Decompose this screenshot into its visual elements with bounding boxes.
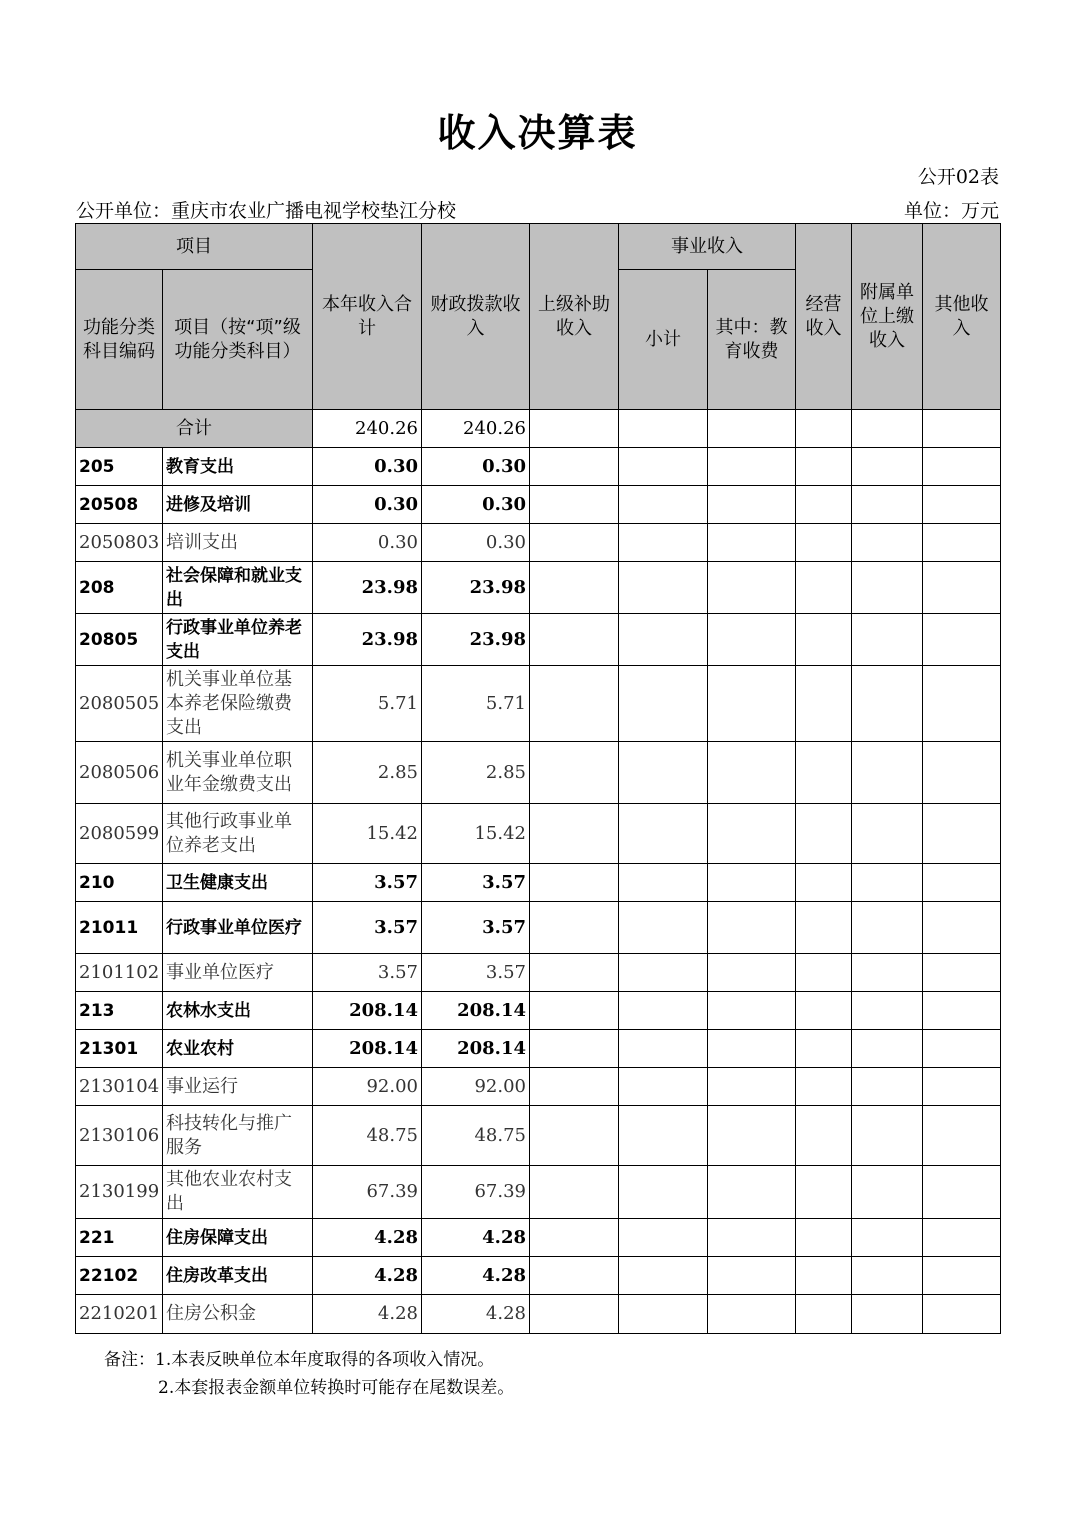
cell-empty: [708, 486, 796, 524]
cell-empty: [708, 448, 796, 486]
cell-empty: [852, 562, 923, 614]
cell-name: 住房公积金: [163, 1295, 313, 1334]
cell-empty: [530, 902, 619, 954]
cell-fiscal: 5.71: [422, 666, 530, 742]
cell-empty: [530, 524, 619, 562]
cell-empty: [852, 954, 923, 992]
table-row: [76, 992, 1001, 1030]
cell-empty: [923, 524, 1001, 562]
cell-fiscal: 0.30: [422, 448, 530, 486]
cell-empty: [796, 666, 852, 742]
table-row: [76, 486, 1001, 524]
cell-empty: [619, 864, 708, 902]
cell-empty: [796, 562, 852, 614]
cell-empty: [852, 1219, 923, 1257]
cell-empty: [852, 1068, 923, 1106]
cell-empty: [530, 804, 619, 864]
cell-total: 208.14: [313, 992, 422, 1030]
cell-name: 培训支出: [163, 524, 313, 562]
cell-total: 48.75: [313, 1106, 422, 1166]
cell-empty: [796, 1166, 852, 1219]
cell-empty: [796, 864, 852, 902]
cell-empty: [530, 448, 619, 486]
cell-empty: [923, 486, 1001, 524]
cell-empty: [619, 1068, 708, 1106]
table-row: [76, 902, 1001, 954]
cell-code: 213: [76, 992, 163, 1030]
cell-empty: [708, 562, 796, 614]
table-row: [76, 1166, 1001, 1219]
cell-empty: [796, 902, 852, 954]
publishing-unit: 公开单位：重庆市农业广播电视学校垫江分校: [76, 200, 457, 222]
cell-empty: [852, 448, 923, 486]
cell-empty: [530, 562, 619, 614]
cell-empty: [852, 864, 923, 902]
cell-empty: [923, 448, 1001, 486]
cell-empty: [619, 1295, 708, 1334]
table-row: [76, 1030, 1001, 1068]
cell-empty: [619, 1106, 708, 1166]
report-title: 收入决算表: [437, 111, 638, 155]
cell-empty: [619, 804, 708, 864]
cell-name: 住房保障支出: [163, 1219, 313, 1257]
cell-total: 0.30: [313, 524, 422, 562]
cell-empty: [923, 804, 1001, 864]
cell-empty: [852, 1257, 923, 1295]
cell-code: 205: [76, 448, 163, 486]
cell-name: 农业农村: [163, 1030, 313, 1068]
table-row: [76, 1257, 1001, 1295]
cell-empty: [852, 1166, 923, 1219]
cell-fiscal: 4.28: [422, 1257, 530, 1295]
cell-empty: [923, 1030, 1001, 1068]
cell-empty: [708, 954, 796, 992]
cell-empty: [852, 992, 923, 1030]
cell-empty: [530, 614, 619, 666]
cell-empty: [923, 992, 1001, 1030]
cell-empty: [796, 954, 852, 992]
cell-empty: [923, 1068, 1001, 1106]
cell-empty: [852, 1106, 923, 1166]
header-fiscal: 财政拨款收入: [422, 224, 530, 410]
cell-name: 事业单位医疗: [163, 954, 313, 992]
cell-code: 21301: [76, 1030, 163, 1068]
header-affiliated: 附属单位上缴收入: [852, 224, 923, 410]
cell-fiscal: 2.85: [422, 742, 530, 804]
cell-empty: [530, 1106, 619, 1166]
cell-name: 教育支出: [163, 448, 313, 486]
cell-empty: [852, 902, 923, 954]
cell-fiscal: 3.57: [422, 954, 530, 992]
cell-empty: [923, 954, 1001, 992]
header-code: 功能分类科目编码: [76, 270, 163, 410]
header-total: 本年收入合计: [313, 224, 422, 410]
cell-empty: [530, 1030, 619, 1068]
cell-empty: [619, 562, 708, 614]
cell-empty: [530, 864, 619, 902]
cell-total: 23.98: [313, 614, 422, 666]
cell-total: 23.98: [313, 562, 422, 614]
cell-empty: [708, 1166, 796, 1219]
cell-code: 2050803: [76, 524, 163, 562]
cell-total: 4.28: [313, 1295, 422, 1334]
table-row: [76, 954, 1001, 992]
cell-fiscal: 208.14: [422, 992, 530, 1030]
cell-code: 2080599: [76, 804, 163, 864]
cell-empty: [619, 902, 708, 954]
cell-code: 2130104: [76, 1068, 163, 1106]
cell-empty: [852, 804, 923, 864]
table-row: [76, 1068, 1001, 1106]
cell-empty: [796, 1068, 852, 1106]
cell-empty: [708, 992, 796, 1030]
cell-name: 机关事业单位职业年金缴费支出: [163, 742, 313, 804]
cell-empty: [923, 1166, 1001, 1219]
cell-fiscal: 15.42: [422, 804, 530, 864]
header-subtotal: 小计: [619, 270, 708, 410]
cell-empty: [530, 1166, 619, 1219]
cell-empty: [852, 486, 923, 524]
cell-name: 其他农业农村支出: [163, 1166, 313, 1219]
cell-empty: [796, 524, 852, 562]
cell-empty: [708, 1295, 796, 1334]
cell-empty: [708, 1030, 796, 1068]
cell-name: 行政事业单位养老支出: [163, 614, 313, 666]
cell-empty: [530, 992, 619, 1030]
table-row: [76, 1219, 1001, 1257]
cell-fiscal: 4.28: [422, 1219, 530, 1257]
cell-code: 221: [76, 1219, 163, 1257]
cell-total: 0.30: [313, 448, 422, 486]
cell-code: 21011: [76, 902, 163, 954]
cell-fiscal: 4.28: [422, 1295, 530, 1334]
cell-total: 4.28: [313, 1219, 422, 1257]
cell-total: 208.14: [313, 1030, 422, 1068]
table-row: [76, 614, 1001, 666]
cell-total: 4.28: [313, 1257, 422, 1295]
cell-empty: [852, 742, 923, 804]
cell-name: 卫生健康支出: [163, 864, 313, 902]
table-body: [76, 410, 1001, 1334]
cell-empty: [923, 864, 1001, 902]
cell-code: 2080506: [76, 742, 163, 804]
cell-fiscal: 240.26: [422, 410, 530, 448]
cell-empty: [619, 1166, 708, 1219]
cell-total: 5.71: [313, 666, 422, 742]
cell-empty: [530, 666, 619, 742]
cell-empty: [619, 1030, 708, 1068]
cell-empty: [708, 1219, 796, 1257]
table-row: [76, 524, 1001, 562]
header-superior: 上级补助收入: [530, 224, 619, 410]
cell-code: 22102: [76, 1257, 163, 1295]
table-row: [76, 1295, 1001, 1334]
cell-empty: [796, 1030, 852, 1068]
cell-empty: [708, 524, 796, 562]
cell-name: 住房改革支出: [163, 1257, 313, 1295]
cell-empty: [923, 562, 1001, 614]
total-label: 合计: [76, 410, 313, 448]
header-operating: 经营收入: [796, 224, 852, 410]
cell-total: 3.57: [313, 954, 422, 992]
cell-empty: [923, 1295, 1001, 1334]
cell-empty: [923, 1106, 1001, 1166]
cell-fiscal: 48.75: [422, 1106, 530, 1166]
cell-total: 15.42: [313, 804, 422, 864]
cell-fiscal: 0.30: [422, 524, 530, 562]
cell-name: 行政事业单位医疗: [163, 902, 313, 954]
note-1: 备注：1.本表反映单位本年度取得的各项收入情况。: [104, 1350, 495, 1370]
cell-empty: [796, 1219, 852, 1257]
cell-empty: [796, 1106, 852, 1166]
cell-empty: [619, 954, 708, 992]
cell-empty: [923, 1257, 1001, 1295]
cell-fiscal: 3.57: [422, 902, 530, 954]
cell-code: 20805: [76, 614, 163, 666]
cell-empty: [708, 902, 796, 954]
cell-code: 210: [76, 864, 163, 902]
cell-total: 0.30: [313, 486, 422, 524]
cell-empty: [619, 486, 708, 524]
cell-empty: [619, 448, 708, 486]
cell-empty: [619, 666, 708, 742]
table-row: [76, 448, 1001, 486]
cell-empty: [530, 1257, 619, 1295]
header-edu-fee: 其中：教育收费: [708, 270, 796, 410]
cell-empty: [923, 666, 1001, 742]
cell-empty: [530, 1068, 619, 1106]
cell-code: 208: [76, 562, 163, 614]
cell-empty: [852, 1030, 923, 1068]
cell-empty: [619, 742, 708, 804]
cell-code: 2130199: [76, 1166, 163, 1219]
cell-empty: [619, 524, 708, 562]
cell-empty: [530, 954, 619, 992]
cell-empty: [796, 992, 852, 1030]
cell-fiscal: 0.30: [422, 486, 530, 524]
table-row: [76, 804, 1001, 864]
income-table: [75, 223, 1001, 1334]
table-row: [76, 666, 1001, 742]
cell-empty: [852, 1295, 923, 1334]
cell-name: 社会保障和就业支出: [163, 562, 313, 614]
cell-empty: [708, 666, 796, 742]
cell-empty: [708, 804, 796, 864]
total-row: [76, 410, 1001, 448]
cell-fiscal: 3.57: [422, 864, 530, 902]
cell-empty: [708, 1106, 796, 1166]
cell-code: 2210201: [76, 1295, 163, 1334]
cell-empty: [708, 1257, 796, 1295]
cell-empty: [796, 448, 852, 486]
cell-code: 2101102: [76, 954, 163, 992]
cell-fiscal: 67.39: [422, 1166, 530, 1219]
cell-total: 67.39: [313, 1166, 422, 1219]
cell-name: 事业运行: [163, 1068, 313, 1106]
cell-empty: [852, 614, 923, 666]
currency-unit: 单位：万元: [903, 200, 999, 222]
table-row: [76, 562, 1001, 614]
cell-fiscal: 23.98: [422, 562, 530, 614]
cell-empty: [923, 742, 1001, 804]
cell-empty: [708, 1068, 796, 1106]
cell-empty: [708, 614, 796, 666]
cell-empty: [852, 666, 923, 742]
cell-name: 科技转化与推广服务: [163, 1106, 313, 1166]
cell-empty: [923, 1219, 1001, 1257]
cell-empty: [530, 486, 619, 524]
cell-empty: [796, 742, 852, 804]
cell-empty: [796, 1257, 852, 1295]
cell-total: 3.57: [313, 864, 422, 902]
header-project: 项目: [76, 224, 313, 270]
cell-empty: [796, 1295, 852, 1334]
cell-total: 92.00: [313, 1068, 422, 1106]
cell-name: 进修及培训: [163, 486, 313, 524]
table-row: [76, 1106, 1001, 1166]
cell-name: 农林水支出: [163, 992, 313, 1030]
cell-empty: [619, 1257, 708, 1295]
cell-empty: [530, 742, 619, 804]
cell-code: 2130106: [76, 1106, 163, 1166]
cell-code: 2080505: [76, 666, 163, 742]
cell-total: 2.85: [313, 742, 422, 804]
cell-empty: [923, 902, 1001, 954]
cell-name: 机关事业单位基本养老保险缴费支出: [163, 666, 313, 742]
notes: [104, 1346, 514, 1402]
header-business: 事业收入: [619, 224, 796, 270]
cell-empty: [923, 614, 1001, 666]
table-row: [76, 742, 1001, 804]
cell-empty: [852, 524, 923, 562]
cell-total: 240.26: [313, 410, 422, 448]
cell-fiscal: 208.14: [422, 1030, 530, 1068]
cell-empty: [530, 1295, 619, 1334]
cell-empty: [708, 742, 796, 804]
note-2: 2.本套报表金额单位转换时可能存在尾数误差。: [158, 1378, 515, 1398]
cell-fiscal: 92.00: [422, 1068, 530, 1106]
cell-empty: [796, 804, 852, 864]
cell-code: 20508: [76, 486, 163, 524]
table-number: 公开02表: [917, 166, 999, 188]
cell-empty: [708, 864, 796, 902]
cell-empty: [619, 992, 708, 1030]
table-row: [76, 864, 1001, 902]
cell-name: 其他行政事业单位养老支出: [163, 804, 313, 864]
cell-empty: [619, 1219, 708, 1257]
cell-empty: [796, 486, 852, 524]
cell-empty: [619, 614, 708, 666]
cell-total: 3.57: [313, 902, 422, 954]
cell-empty: [796, 614, 852, 666]
header-name: 项目（按“项”级功能分类科目）: [163, 270, 313, 410]
cell-fiscal: 23.98: [422, 614, 530, 666]
header-other: 其他收入: [923, 224, 1001, 410]
cell-empty: [530, 1219, 619, 1257]
